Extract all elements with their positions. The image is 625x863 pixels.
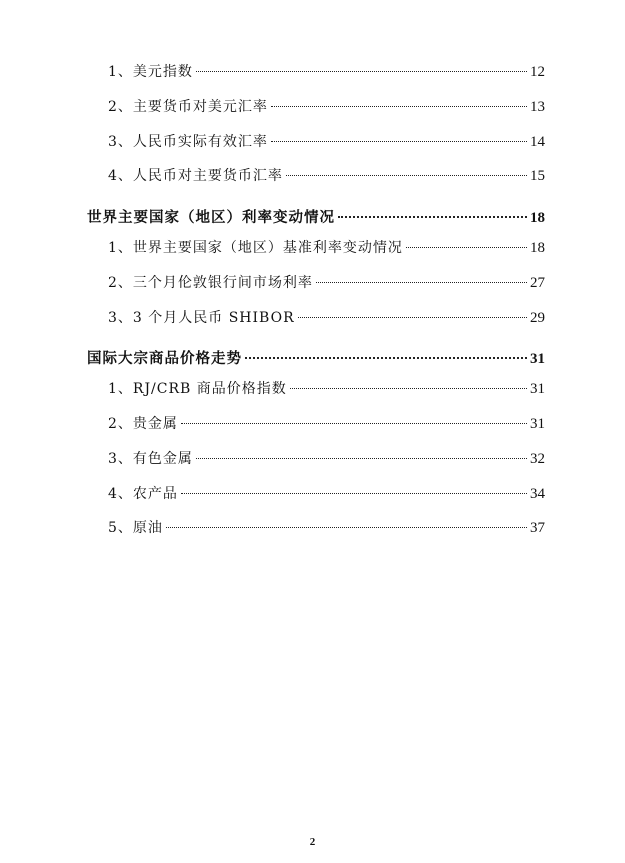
toc-entry-crude-oil[interactable]	[108, 518, 545, 538]
toc-entry-rmb-effective-rate[interactable]	[108, 132, 545, 152]
toc-entry-page: 15	[530, 168, 545, 184]
toc-entry-page: 13	[530, 99, 545, 115]
toc-section-interest-rates[interactable]	[87, 208, 545, 228]
dot-leader	[286, 175, 527, 176]
toc-entry-page: 31	[530, 416, 545, 432]
dot-leader	[181, 493, 527, 494]
toc-entry-page: 14	[530, 134, 545, 150]
dot-leader	[196, 71, 527, 72]
toc-entry-label: 3、3 个月人民币 SHIBOR	[108, 310, 295, 326]
toc-entry-benchmark-rates[interactable]	[108, 238, 545, 258]
dot-leader	[338, 216, 527, 218]
toc-entry-label: 3、有色金属	[108, 451, 193, 467]
toc-entry-nonferrous-metals[interactable]	[108, 449, 545, 469]
toc-entry-label: 5、原油	[108, 520, 163, 536]
toc-entry-major-currencies-usd[interactable]	[108, 97, 545, 117]
dot-leader	[271, 106, 527, 107]
dot-leader	[316, 282, 527, 283]
toc-entry-page: 34	[530, 486, 545, 502]
toc-entry-label: 1、世界主要国家（地区）基准利率变动情况	[108, 240, 403, 256]
dot-leader	[298, 317, 527, 318]
toc-entry-precious-metals[interactable]	[108, 414, 545, 434]
toc-entry-page: 27	[530, 275, 545, 291]
toc-section-page: 18	[530, 210, 545, 226]
toc-entry-rj-crb-index[interactable]	[108, 379, 545, 399]
dot-leader	[196, 458, 527, 459]
toc-section-commodities[interactable]	[87, 349, 545, 369]
toc-entry-page: 29	[530, 310, 545, 326]
toc-entry-label: 2、三个月伦敦银行间市场利率	[108, 275, 313, 291]
toc-entry-page: 31	[530, 381, 545, 397]
toc-entry-page: 18	[530, 240, 545, 256]
toc-entry-label: 1、RJ/CRB 商品价格指数	[108, 381, 287, 397]
dot-leader	[245, 357, 527, 359]
toc-entry-libor[interactable]	[108, 273, 545, 293]
toc-section-label: 国际大宗商品价格走势	[87, 350, 242, 367]
toc-entry-agricultural-products[interactable]	[108, 484, 545, 504]
dot-leader	[166, 527, 527, 528]
dot-leader	[181, 423, 527, 424]
toc-entry-page: 37	[530, 520, 545, 536]
toc-entry-page: 32	[530, 451, 545, 467]
dot-leader	[290, 388, 527, 389]
page-number: 2	[309, 836, 316, 848]
toc-entry-dollar-index[interactable]	[108, 62, 545, 82]
toc-entry-rmb-major-currencies[interactable]	[108, 166, 545, 186]
dot-leader	[406, 247, 527, 248]
toc-entry-label: 4、人民币对主要货币汇率	[108, 168, 283, 184]
dot-leader	[271, 141, 527, 142]
toc-entry-label: 4、农产品	[108, 486, 178, 502]
toc-entry-label: 3、人民币实际有效汇率	[108, 134, 268, 150]
toc-entry-label: 1、美元指数	[108, 64, 193, 80]
toc-entry-page: 12	[530, 64, 545, 80]
toc-entry-label: 2、主要货币对美元汇率	[108, 99, 268, 115]
toc-entry-label: 2、贵金属	[108, 416, 178, 432]
toc-section-label: 世界主要国家（地区）利率变动情况	[87, 209, 335, 226]
toc-entry-shibor[interactable]	[108, 308, 545, 328]
toc-section-page: 31	[530, 351, 545, 367]
